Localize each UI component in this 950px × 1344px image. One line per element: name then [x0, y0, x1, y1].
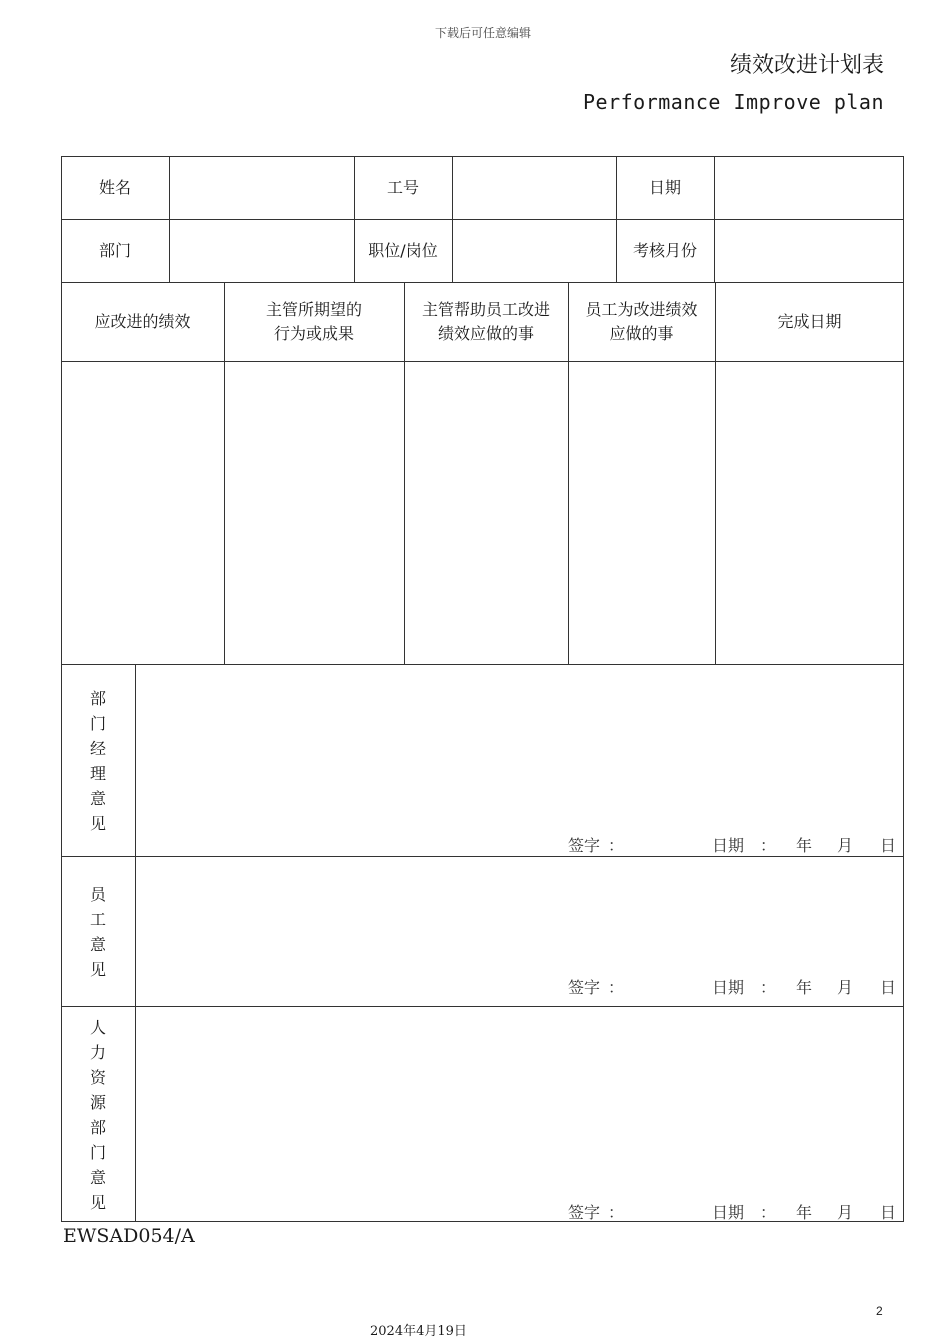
sign-label: 签字 [568, 836, 601, 855]
expected-results-field[interactable] [225, 362, 404, 664]
department-manager-signature-line: 签字 ： 日期 ： 年 月 日 [568, 833, 898, 855]
supervisor-actions-field[interactable] [405, 362, 568, 664]
sign-date-label: 日期 [712, 978, 745, 997]
sign-date-label: 日期 [712, 836, 745, 855]
column-header-supervisor-actions: 主管帮助员工改进 绩效应做的事 [421, 299, 550, 343]
department-label: 部门 [98, 240, 131, 260]
department-manager-opinion-label: 部 门 经 理 意 见 [89, 689, 106, 833]
name-field[interactable] [170, 157, 354, 219]
column-header-expected-results: 主管所期望的 行为或成果 [265, 299, 362, 343]
column-header-employee-actions: 员工为改进绩效 应做的事 [585, 299, 698, 343]
page-number: 2 [876, 1304, 883, 1318]
employee-opinion-field[interactable] [136, 857, 903, 972]
department-manager-opinion-field[interactable] [136, 665, 903, 825]
document-code: EWSAD054/A [63, 1225, 195, 1247]
employee-signature-line: 签字 ： 日期 ： 年 月 日 [568, 975, 898, 997]
employee-id-label: 工号 [386, 177, 419, 197]
department-field[interactable] [170, 220, 354, 282]
sign-label: 签字 [568, 1203, 601, 1222]
footer-date: 2024年4月19日 [370, 1324, 467, 1339]
date-label: 日期 [648, 177, 681, 197]
review-month-label: 考核月份 [632, 240, 697, 260]
sign-date-label: 日期 [712, 1203, 745, 1222]
date-field[interactable] [715, 157, 903, 219]
hr-department-opinion-field[interactable] [136, 1007, 903, 1197]
form-title-english: Performance Improve plan [583, 90, 884, 114]
review-month-field[interactable] [715, 220, 903, 282]
column-header-completion-date: 完成日期 [777, 311, 842, 331]
completion-date-field[interactable] [716, 362, 903, 664]
header-note: 下载后可任意编辑 [434, 26, 531, 40]
column-header-performance-to-improve: 应改进的绩效 [94, 311, 191, 331]
employee-actions-field[interactable] [569, 362, 715, 664]
hr-department-opinion-label: 人 力 资 源 部 门 意 见 [89, 1018, 106, 1212]
employee-opinion-label: 员 工 意 见 [89, 885, 106, 979]
hr-department-signature-line: 签字 ： 日期 ： 年 月 日 [568, 1200, 898, 1222]
performance-to-improve-field[interactable] [62, 362, 224, 664]
sign-label: 签字 [568, 978, 601, 997]
position-field[interactable] [453, 220, 616, 282]
name-label: 姓名 [98, 177, 131, 197]
position-label: 职位/岗位 [368, 240, 438, 260]
form-title-chinese: 绩效改进计划表 [729, 53, 884, 78]
employee-id-field[interactable] [453, 157, 616, 219]
